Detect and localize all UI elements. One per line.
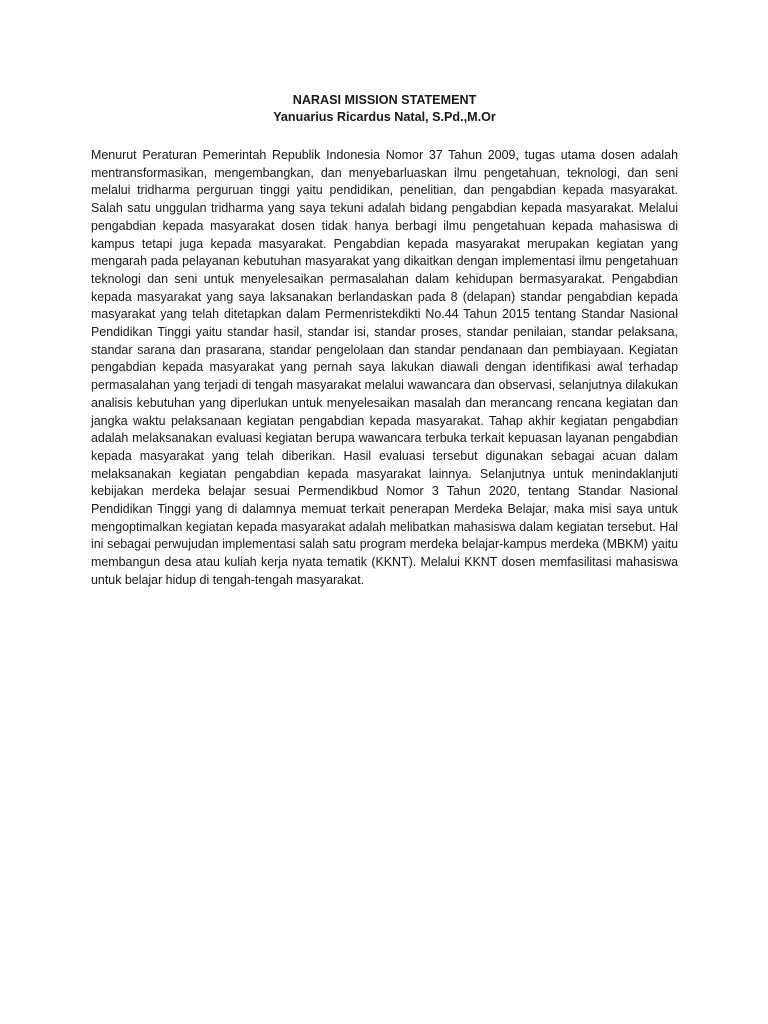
document-title: NARASI MISSION STATEMENT [292, 93, 477, 107]
body-paragraph: Menurut Peraturan Pemerintah Republik Indonesia Nomor 37 Tahun 2009, tugas utama dosen adalah mentransformasikan, mengembangkan, dan menyebarluaskan ilmu pengetahuan, teknologi, dan seni melalui tridharma perguruan tinggi yaitu pendidikan, penelitian, dan pengabdian kepada masyarakat. Salah satu unggulan tridharma yang saya tekuni adalah bidang pengabdian kepada masyarakat. Melalui pengabdian kepada masyarakat dosen tidak hanya berbagi ilmu pengetahuan kepada mahasiswa di kampus tetapi juga kepada masyarakat. Pengabdian kepada masyarakat merupakan kegiatan yang mengarah pada pelayanan kebutuhan masyarakat yang dikaitkan dengan implementasi ilmu pengetahuan teknologi dan seni untuk menyelesaikan permasalahan dalam kehidupan bermasyarakat. Pengabdian kepada masyarakat yang saya laksanakan berlandaskan pada 8 (delapan) standar pengabdian kepada masyarakat yang telah ditetapkan dalam Permenristekdikti No.44 Tahun 2015 tentang Standar Nasional Pendidikan Tinggi yaitu standar hasil, standar isi, standar proses, standar penilaian, standar pelaksana, standar sarana dan prasarana, standar pengelolaan dan standar pendanaan dan pembiayaan. Kegiatan pengabdian kepada masyarakat yang pernah saya lakukan diawali dengan identifikasi awal terhadap permasalahan yang terjadi di tengah masyarakat melalui wawancara dan observasi, selanjutnya dilakukan analisis kebutuhan yang diperlukan untuk menyelesaikan masalah dan merancang rencana kegiatan dan jangka waktu pelaksanaan kegiatan pengabdian kepada masyarakat. Tahap akhir kegiatan pengabdian adalah melaksanakan evaluasi kegiatan berupa wawancara terbuka terkait kepuasan layanan pengabdian kepada masyarakat yang telah diberikan. Hasil evaluasi tersebut digunakan sebagai acuan dalam melaksanakan kegiatan pengabdian kepada masyarakat lainnya. Selanjutnya untuk menindaklanjuti kebijakan merdeka belajar sesuai Permendikbud Nomor 3 Tahun 2020, tentang Standar Nasional Pendidikan Tinggi yang di dalamnya memuat terkait penerapan Merdeka Belajar, maka misi saya untuk mengoptimalkan kegiatan kepada masyarakat adalah melibatkan mahasiswa dalam kegiatan tersebut. Hal ini sebagai perwujudan implementasi salah satu program merdeka belajar-kampus merdeka (MBKM) yaitu membangun desa atau kuliah kerja nyata tematik (KKNT). Melalui KKNT dosen memfasilitasi mahasiswa untuk belajar hidup di tengah-tengah masyarakat. [91, 148, 678, 587]
document-author: Yanuarius Ricardus Natal, S.Pd.,M.Or [273, 110, 496, 124]
